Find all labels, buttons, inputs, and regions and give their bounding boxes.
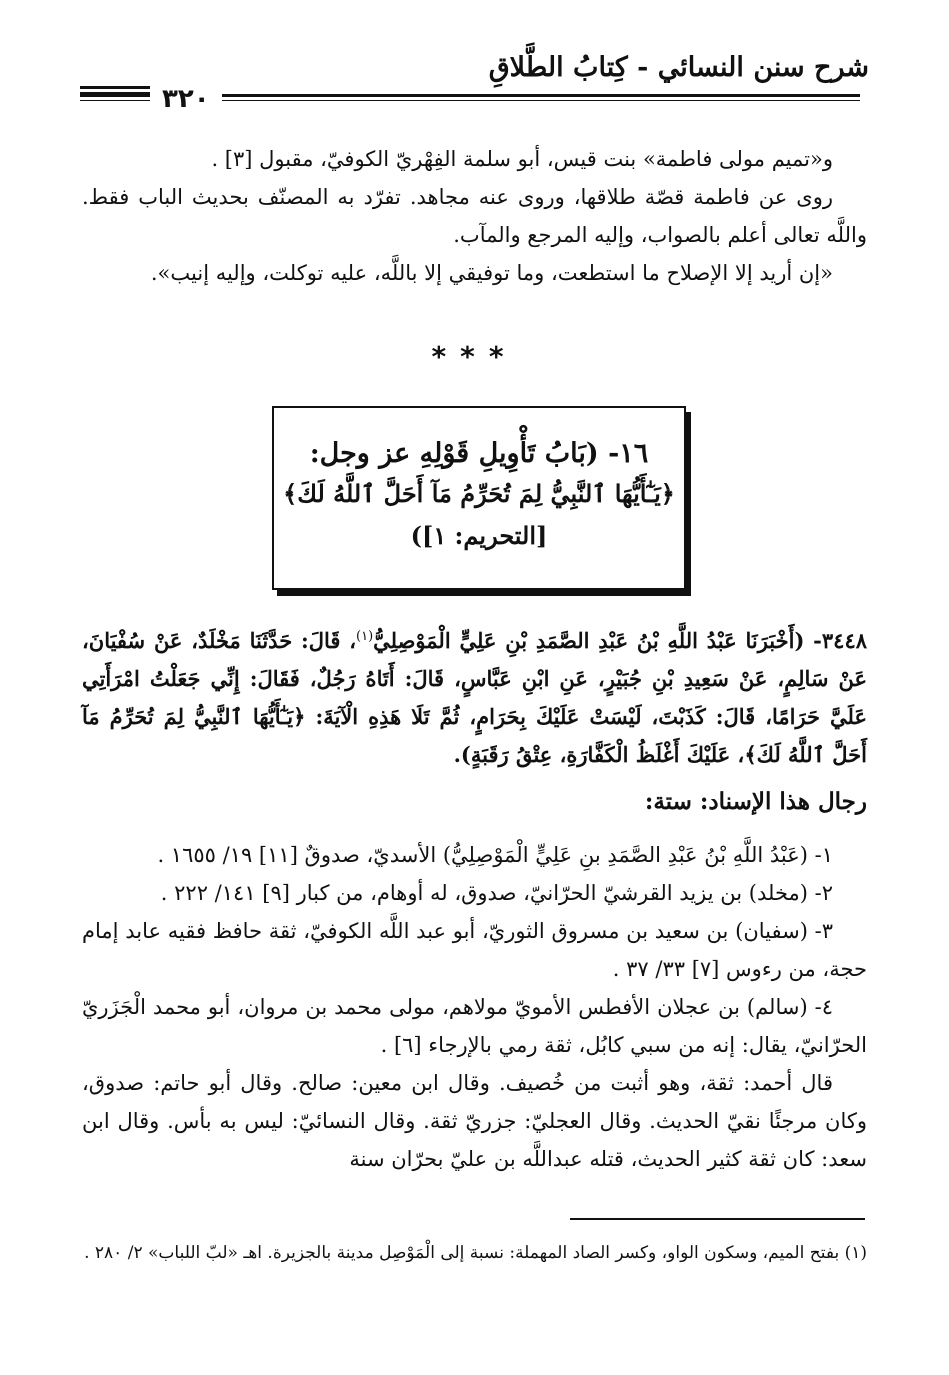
intro-paragraph-3: «إن أريد إلا الإصلاح ما استطعت، وما توفيقي إلا باللَّه، عليه توكلت، وإليه إنيب». — [150, 261, 833, 285]
chapter-reference: [التحريم: ١]) — [410, 521, 548, 550]
narrators-list — [82, 836, 867, 1178]
intro-paragraph-1: و«تميم مولى فاطمة» بنت قيس، أبو سلمة الفِهْريّ الكوفيّ، مقبول [٣] . — [211, 147, 833, 171]
footnote-rule — [570, 1218, 865, 1220]
narrator-item: ٣- (سفيان) بن سعيد بن مسروق الثوريّ، أبو عبد اللَّه الكوفيّ، ثقة حافظ فقيه عابد إمام حجة، من رءوس [٧] ٣٣/ ٣٧ . — [82, 919, 867, 981]
chapter-title-box — [272, 406, 686, 590]
intro-paragraph-2: روى عن فاطمة قصّة طلاقها، وروى عنه مجاهد. تفرّد به المصنّف بحديث الباب فقط. واللَّه تعالى أعلم بالصواب، وإليه المرجع والمآب. — [82, 185, 867, 247]
hadith-text — [82, 618, 867, 774]
header-left-bars — [80, 86, 150, 98]
chapter-title: ١٦- (بَابُ تَأْوِيلِ قَوْلِهِ عز وجل: — [309, 438, 649, 469]
narrator-comment: قال أحمد: ثقة، وهو أثبت من خُصيف. وقال ابن معين: صالح. وقال أبو حاتم: صدوق، وكان مرجئًا نقيّ الحديث. وقال العجليّ: جزريّ ثقة. وقال النسائيّ: ليس به بأس. وقال ابن سعد: كان ثقة كثير الحديث، قتله عبداللَّه بن عليّ بحرّان سنة — [82, 1071, 867, 1171]
footnote-marker: (١) — [356, 629, 374, 644]
hadith-text-part-2: ، قَالَ: حَدَّثَنَا مَخْلَدٌ، عَنْ سُفْيَانَ، عَنْ سَالِمٍ، عَنْ سَعِيدِ بْنِ جُبَيْرٍ، عَنِ ابْنِ عَبَّاسٍ، قَالَ: أَتَاهُ رَجُلٌ، فَقَالَ: إِنِّي جَعَلْتُ امْرَأَتِي عَلَيَّ حَرَامًا، قَالَ: كَذَبْتَ، لَيْسَتْ عَلَيْكَ بِحَرَامٍ، ثُمَّ تَلَا هَذِهِ الْآيَةَ: ﴿يَـٰٓأَيُّهَا ٱلنَّبِيُّ لِمَ تُحَرِّمُ مَآ أَحَلَّ ٱللَّهُ لَكَ﴾، عَلَيْكَ أَغْلَظُ الْكَفَّارَةِ، عِتْقُ رَقَبَةٍ). — [82, 628, 867, 767]
chapter-verse: ﴿يَـٰٓأَيُّهَا ٱلنَّبِيُّ لِمَ تُحَرِّمُ مَآ أَحَلَّ ٱللَّهُ لَكَ﴾ — [283, 479, 675, 508]
section-heading: رجال هذا الإسناد: ستة: — [644, 788, 867, 815]
section-separator: *** — [431, 340, 518, 373]
narrator-item: ٤- (سالم) بن عجلان الأفطس الأمويّ مولاهم، مولى محمد بن مروان، أبو محمد الْجَزَريّ الحرّانيّ، يقال: إنه من سبي كابُل، ثقة رمي بالإرجاء [٦] . — [82, 995, 867, 1057]
narrator-item: ٢- (مخلد) بن يزيد القرشيّ الحرّانيّ، صدوق، له أوهام، من كبار [٩] ١٤١/ ٢٢٢ . — [160, 881, 833, 905]
hadith-text-part-1: ٣٤٤٨- (أَخْبَرَنَا عَبْدُ اللَّهِ بْنُ عَبْدِ الصَّمَدِ بْنِ عَلِيٍّ الْمَوْصِلِيُّ — [373, 628, 868, 653]
narrator-item: ١- (عَبْدُ اللَّهِ بْنُ عَبْدِ الصَّمَدِ بنِ عَلِيٍّ الْمَوْصِلِيُّ) الأسديّ، صدوقٌ [١١] ١٩/ ١٦٥٥ . — [157, 843, 833, 867]
intro-block — [82, 140, 867, 292]
footnote: (١) بفتح الميم، وسكون الواو، وكسر الصاد المهملة: نسبة إلى الْمَوْصِل مدينة بالجزيرة. اهـ «لبّ اللباب» ٢/ ٢٨٠ . — [84, 1243, 867, 1263]
page-number: ٣٢٠ — [150, 84, 222, 114]
running-header-title: شرح سنن النسائي - كِتابُ الطَّلاقِ — [488, 52, 869, 83]
